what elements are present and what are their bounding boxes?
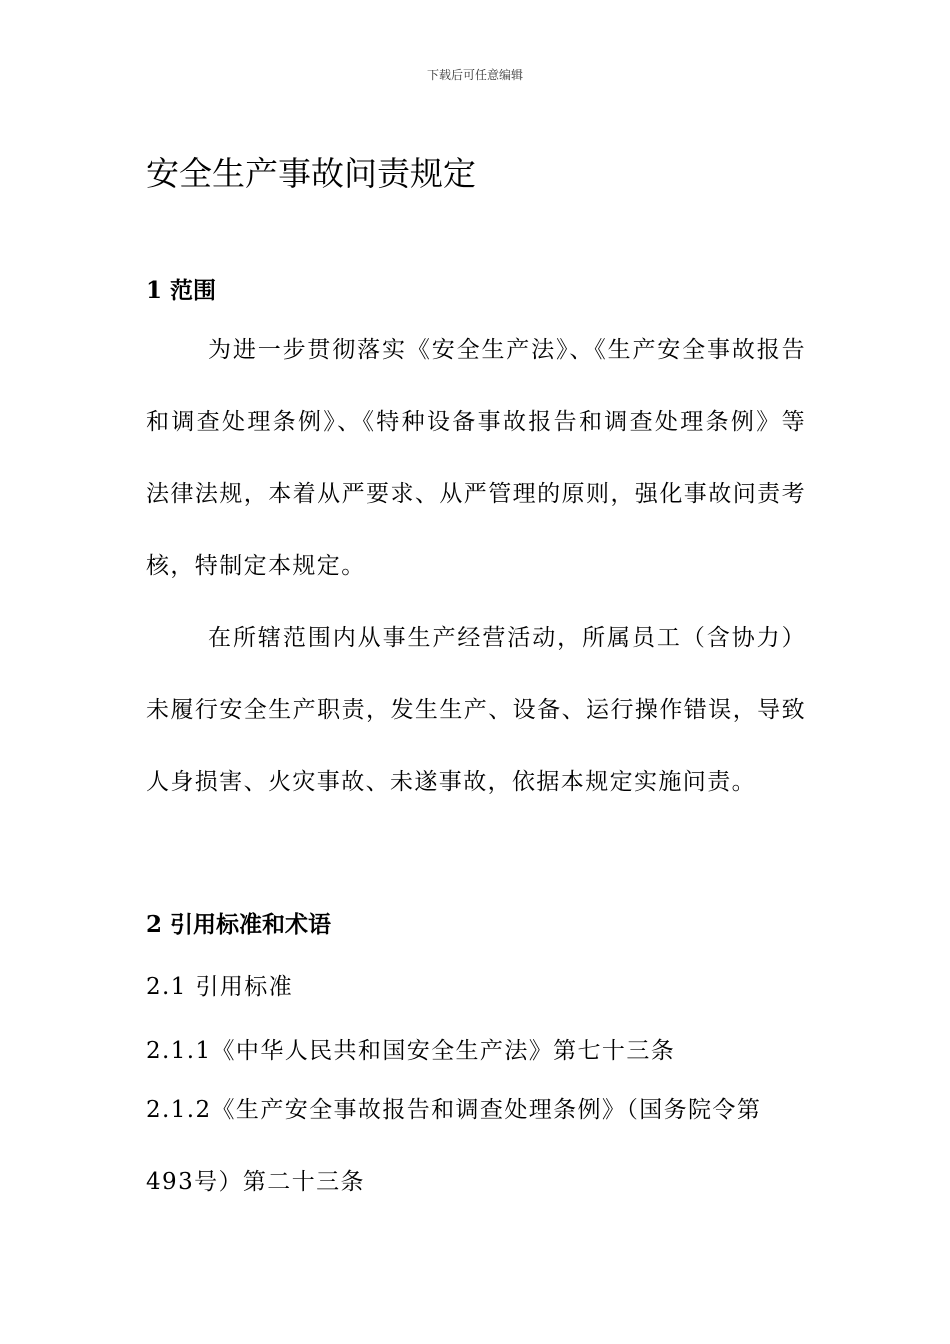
page-title: 安全生产事故问责规定 <box>146 154 476 193</box>
reference-item-2: 2.1.2《生产安全事故报告和调查处理条例》（国务院令第493号）第二十三条 <box>146 1097 762 1195</box>
subsection-heading-references: 2.1 引用标准 <box>146 974 294 1000</box>
header-note: 下载后可任意编辑 <box>426 68 523 82</box>
scope-paragraph-1: 为进一步贯彻落实《安全生产法》、《生产安全事故报告和调查处理条例》、《特种设备事故报告和调查处理条例》等法律法规，本着从严要求、从严管理的原则，强化事故问责考核，特制定本规定。 <box>146 337 806 579</box>
reference-item-1: 2.1.1《中华人民共和国安全生产法》第七十三条 <box>146 1038 676 1064</box>
section-heading-references: 2 引用标准和术语 <box>146 911 332 938</box>
section-heading-scope: 1 范围 <box>146 277 217 304</box>
scope-paragraph-2: 在所辖范围内从事生产经营活动，所属员工（含协力）未履行安全生产职责，发生生产、设备、运行操作错误，导致人身损害、火灾事故、未遂事故，依据本规定实施问责。 <box>146 625 806 795</box>
